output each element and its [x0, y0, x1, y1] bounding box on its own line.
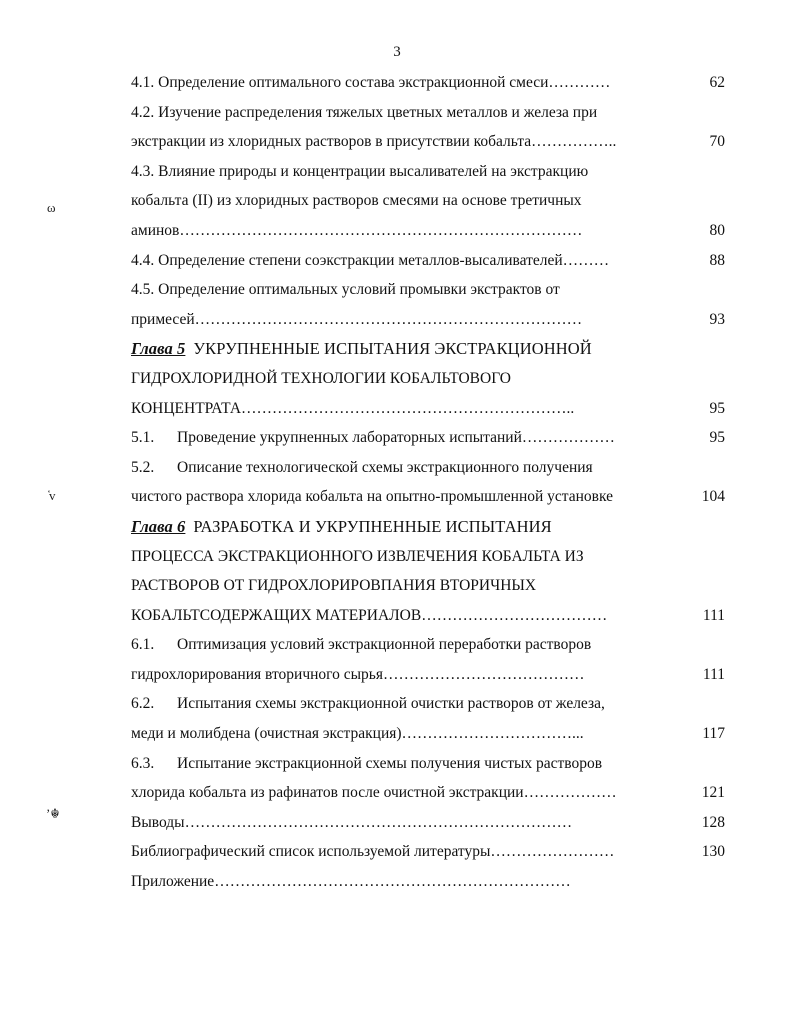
page-ref: 117: [702, 725, 725, 743]
toc-entry: [131, 98, 725, 128]
page-ref: 130: [701, 843, 725, 861]
entry-title: Приложение……………………………………………………………: [131, 873, 571, 891]
page-ref: 62: [709, 74, 725, 91]
toc-entry-text: [131, 453, 593, 483]
toc-entry-text: [131, 364, 511, 394]
toc-entry: [131, 186, 725, 216]
entry-title: 4.4. Определение степени соэкстракции металлов-высаливателей………: [131, 251, 610, 269]
section-number: 6.1.: [131, 636, 155, 654]
entry-title: Выводы…………………………………………………………………: [131, 813, 573, 831]
section-number: 5.2.: [131, 458, 155, 476]
toc-entry-text: [131, 512, 552, 542]
toc-entry-text: [131, 305, 582, 335]
toc-entry: [131, 571, 725, 601]
toc-entry-text: [131, 98, 597, 128]
entry-title: РАСТВОРОВ ОТ ГИДРОХЛОРИРОВПАНИЯ ВТОРИЧНЫХ: [131, 577, 537, 595]
entry-title: экстракции из хлоридных растворов в присутствии кобальта……………..: [131, 133, 617, 151]
toc-entry-text: [131, 246, 609, 276]
toc-entry-text: [131, 689, 605, 719]
toc-entry-text: [131, 571, 536, 601]
toc-entry-text: [131, 394, 574, 424]
toc-entry: [131, 719, 725, 749]
toc-entry-text: [131, 423, 615, 453]
toc-entry-text: [131, 275, 560, 305]
toc-entry-text: [131, 660, 585, 690]
entry-title: 4.1. Определение оптимального состава экстракционной смеси…………: [131, 74, 611, 91]
toc-entry: [131, 275, 725, 305]
entry-title: Испытания схемы экстракционной очистки растворов от железа,: [177, 695, 605, 713]
toc-entry: [131, 157, 725, 187]
entry-title: КОНЦЕНТРАТА………………………………………………………..: [131, 399, 575, 417]
entry-title: Испытание экстракционной схемы получения чистых растворов: [177, 754, 603, 772]
page-number: 3: [393, 44, 401, 60]
toc-entry: [131, 216, 725, 246]
toc-entry-text: [131, 68, 610, 98]
toc-entry: [131, 68, 725, 98]
toc-entry-text: [131, 630, 591, 660]
toc-entry-text: [131, 867, 571, 897]
entry-title: аминов……………………………………………………………………: [131, 221, 583, 239]
toc-entry: [131, 749, 725, 779]
toc-entry-text: [131, 719, 584, 749]
toc-entry-text: [131, 216, 582, 246]
chapter-label: Глава 6: [131, 516, 186, 536]
toc-entry-text: [131, 778, 617, 808]
page-ref: 111: [702, 606, 725, 624]
toc-entry-text: [131, 482, 613, 512]
entry-title: кобальта (II) из хлоридных растворов смесями на основе третичных: [131, 192, 582, 210]
margin-mark: ’☬: [46, 806, 60, 821]
entry-title: РАЗРАБОТКА И УКРУПНЕННЫЕ ИСПЫТАНИЯ: [193, 516, 552, 536]
page-ref: 93: [709, 310, 725, 328]
entry-title: УКРУПНЕННЫЕ ИСПЫТАНИЯ ЭКСТРАКЦИОННОЙ: [193, 339, 592, 359]
toc-entry-text: [131, 157, 588, 187]
toc-entry: [131, 867, 725, 897]
page-ref: 95: [709, 399, 725, 417]
toc-entry: [131, 601, 725, 631]
entry-title: чистого раствора хлорида кобальта на опытно-промышленной установке: [131, 488, 614, 506]
page-ref: 111: [702, 665, 725, 683]
margin-mark: ҅v: [49, 488, 56, 503]
toc-entry: [131, 660, 725, 690]
toc-entry: [131, 246, 725, 276]
toc-entry-text: [131, 127, 616, 157]
entry-title: ПРОЦЕССА ЭКСТРАКЦИОННОГО ИЗВЛЕЧЕНИЯ КОБАЛЬТА ИЗ: [131, 547, 584, 565]
toc-entry-text: [131, 749, 602, 779]
page-ref: 80: [709, 221, 725, 239]
toc-chapter-heading: [131, 512, 725, 542]
entry-title: Проведение укрупненных лабораторных испытаний………………: [177, 429, 615, 447]
entry-title: меди и молибдена (очистная экстракция)……………………………...: [131, 725, 584, 743]
margin-mark: ω: [47, 200, 56, 215]
entry-title: гидрохлорирования вторичного сырья…………………………………: [131, 665, 585, 683]
toc-entry: [131, 423, 725, 453]
section-number: 6.3.: [131, 754, 155, 772]
entry-title: 4.3. Влияние природы и концентрации высаливателей на экстракцию: [131, 162, 589, 180]
toc-entry: [131, 778, 725, 808]
entry-title: 4.5. Определение оптимальных условий промывки экстрактов от: [131, 281, 560, 299]
page-ref: 128: [701, 813, 725, 831]
chapter-label: Глава 5: [131, 339, 186, 359]
table-of-contents: [131, 68, 725, 897]
toc-chapter-heading: [131, 334, 725, 364]
toc-entry-text: [131, 334, 592, 364]
toc-entry: [131, 305, 725, 335]
entry-title: примесей…………………………………………………………………: [131, 310, 583, 328]
toc-entry: [131, 542, 725, 572]
toc-entry-text: [131, 542, 584, 572]
toc-entry-text: [131, 808, 572, 838]
page-ref: 88: [709, 251, 725, 269]
section-number: 6.2.: [131, 695, 155, 713]
entry-title: 4.2. Изучение распределения тяжелых цветных металлов и железа при: [131, 103, 598, 121]
page-ref: 70: [709, 133, 725, 151]
toc-entry: [131, 630, 725, 660]
toc-entry: [131, 394, 725, 424]
toc-entry: [131, 837, 725, 867]
toc-entry: [131, 127, 725, 157]
page-ref: 121: [701, 784, 725, 802]
toc-entry: [131, 482, 725, 512]
section-number: 5.1.: [131, 429, 155, 447]
page-ref: 104: [701, 488, 725, 506]
entry-title: ГИДРОХЛОРИДНОЙ ТЕХНОЛОГИИ КОБАЛЬТОВОГО: [131, 369, 511, 387]
toc-entry-text: [131, 186, 582, 216]
toc-entry-text: [131, 601, 607, 631]
entry-title: КОБАЛЬТСОДЕРЖАЩИХ МАТЕРИАЛОВ………………………………: [131, 606, 608, 624]
toc-entry: [131, 808, 725, 838]
page-ref: 95: [709, 429, 725, 447]
toc-entry: [131, 453, 725, 483]
toc-entry: [131, 689, 725, 719]
entry-title: хлорида кобальта из рафинатов после очистной экстракции………………: [131, 784, 617, 802]
toc-entry: [131, 364, 725, 394]
entry-title: Описание технологической схемы экстракционного получения: [177, 458, 593, 476]
entry-title: Оптимизация условий экстракционной переработки растворов: [177, 636, 592, 654]
entry-title: Библиографический список используемой литературы……………………: [131, 843, 615, 861]
toc-entry-text: [131, 837, 614, 867]
